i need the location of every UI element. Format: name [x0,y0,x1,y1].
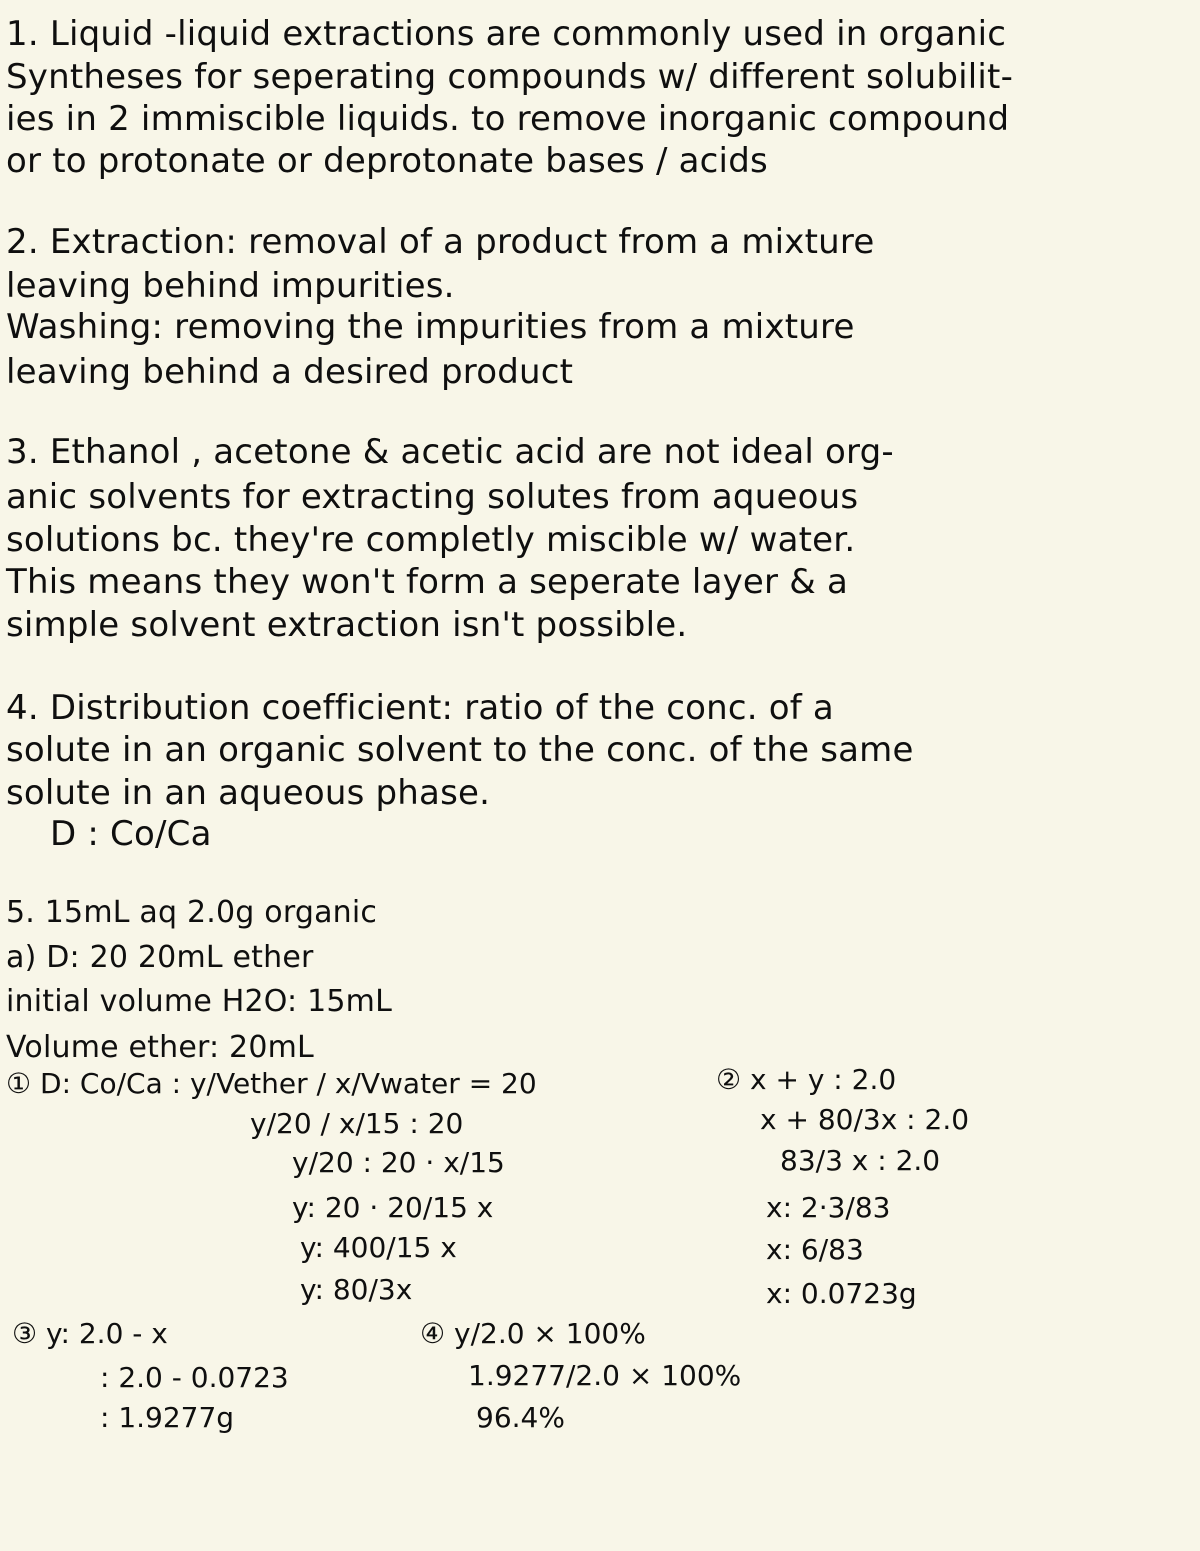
step3-line-1: ③ y: 2.0 - x [12,1317,168,1350]
step2-line-6: x: 0.0723g [766,1277,917,1310]
step4-line-3: 96.4% [476,1401,565,1434]
q1-line-4: or to protonate or deprotonate bases / acids [6,141,768,181]
step2-line-5: x: 6/83 [766,1233,864,1266]
step2-line-1: ② x + y : 2.0 [716,1063,897,1096]
step1-line-1: ① D: Co/Ca : y/Vether / x/Vwater = 20 [6,1067,537,1100]
q4-line-2: solute in an organic solvent to the conc. of the same [6,730,914,770]
step1-line-6: y: 80/3x [300,1273,413,1306]
q2-line-1: 2. Extraction: removal of a product from a mixture [6,222,875,262]
q4-line-1: 4. Distribution coefficient: ratio of the conc. of a [6,688,834,728]
step2-line-4: x: 2·3/83 [766,1191,891,1224]
step1-line-5: y: 400/15 x [300,1231,457,1264]
q3-line-2: anic solvents for extracting solutes from aqueous [6,477,859,517]
q5-line-1: 5. 15mL aq 2.0g organic [6,895,378,930]
step1-line-3: y/20 : 20 · x/15 [292,1146,505,1179]
q2-line-3: Washing: removing the impurities from a mixture [6,307,855,347]
q1-line-2: Syntheses for seperating compounds w/ different solubilit- [6,57,1014,97]
q3-line-4: This means they won't form a seperate layer & a [6,562,848,602]
q2-line-2: leaving behind impurities. [6,266,455,306]
q4-formula: D : Co/Ca [50,814,212,854]
q3-line-3: solutions bc. they're completly miscible w/ water. [6,520,856,560]
q2-line-4: leaving behind a desired product [6,352,574,392]
q5-line-4: Volume ether: 20mL [6,1030,314,1065]
step3-line-2: : 2.0 - 0.0723 [100,1361,289,1394]
step3-line-3: : 1.9277g [100,1401,235,1434]
q5-line-3: initial volume H2O: 15mL [6,984,392,1019]
step4-line-2: 1.9277/2.0 × 100% [468,1359,742,1392]
q3-line-1: 3. Ethanol , acetone & acetic acid are not ideal org- [6,432,894,472]
step2-line-2: x + 80/3x : 2.0 [760,1103,970,1136]
q1-line-3: ies in 2 immiscible liquids. to remove inorganic compound [6,99,1010,139]
step4-line-1: ④ y/2.0 × 100% [420,1317,646,1350]
step1-line-2: y/20 / x/15 : 20 [250,1107,464,1140]
step2-line-3: 83/3 x : 2.0 [780,1144,941,1177]
q4-line-3: solute in an aqueous phase. [6,773,491,813]
step1-line-4: y: 20 · 20/15 x [292,1191,494,1224]
q5-line-2: a) D: 20 20mL ether [6,940,314,975]
q3-line-5: simple solvent extraction isn't possible. [6,605,688,645]
q1-line-1: 1. Liquid -liquid extractions are commonly used in organic [6,14,1007,54]
